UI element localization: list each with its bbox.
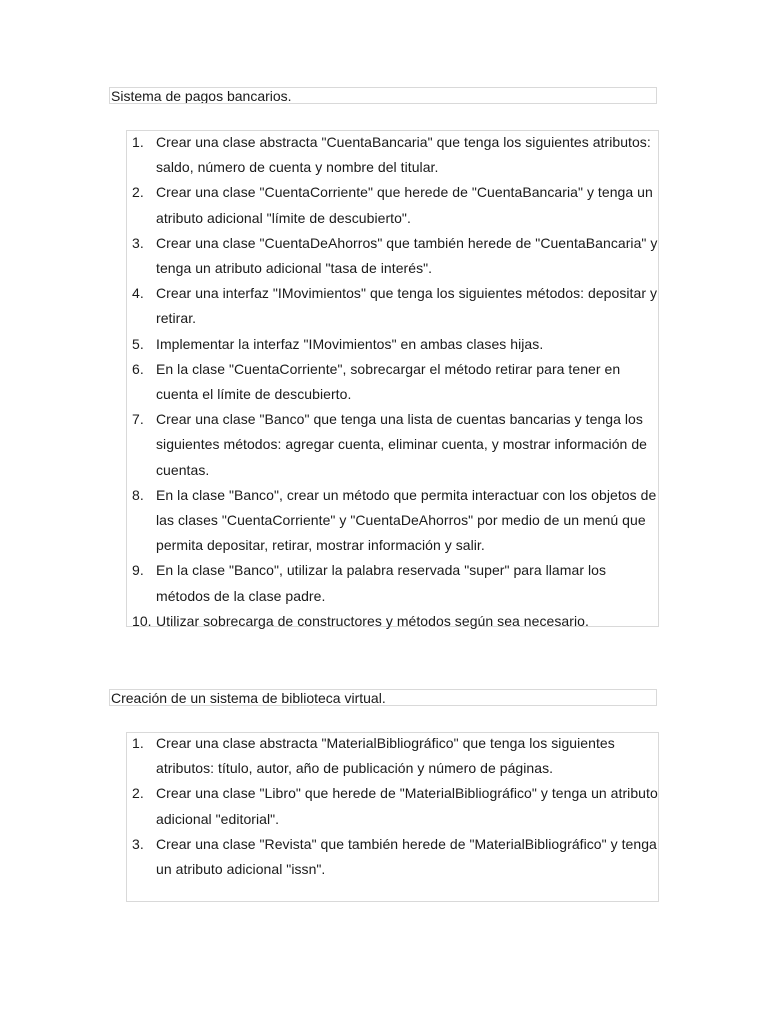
list-item-number: 2. [132, 785, 144, 802]
list-item-number: 7. [132, 411, 144, 428]
list-item-text: Utilizar sobrecarga de constructores y métodos según sea necesario. [156, 612, 589, 629]
list-item-number: 8. [132, 486, 144, 503]
section-title-biblioteca-virtual: Creación de un sistema de biblioteca virtual. [109, 689, 657, 706]
list-item [127, 130, 658, 180]
ordered-list [127, 130, 658, 634]
task-list-biblioteca-virtual [126, 732, 659, 902]
list-item-text: Crear una clase "Banco" que tenga una lista de cuentas bancarias y tenga los siguientes métodos: agregar cuenta, eliminar cuenta, y mostrar información de cuentas. [156, 411, 647, 478]
list-item [127, 357, 658, 407]
list-item [127, 281, 658, 331]
list-item [127, 781, 658, 831]
list-item-number: 3. [132, 835, 144, 852]
list-item-number: 5. [132, 335, 144, 352]
list-item-number: 3. [132, 234, 144, 251]
list-item-number: 1. [132, 735, 144, 751]
list-item-text: En la clase "Banco", crear un método que permita interactuar con los objetos de las clases "CuentaCorriente" y "CuentaDeAhorros" por medio de un menú que permita depositar, retirar, mostrar información y salir. [156, 486, 657, 554]
list-item-number: 1. [132, 134, 144, 150]
list-item [127, 832, 658, 882]
list-item-number: 2. [132, 184, 144, 201]
list-item [127, 558, 658, 608]
list-item-text: Crear una clase "CuentaDeAhorros" que también herede de "CuentaBancaria" y tenga un atributo adicional "tasa de interés". [156, 234, 658, 277]
list-item-text: Crear una clase "Revista" que también herede de "MaterialBibliográfico" y tenga un atributo adicional "issn". [156, 835, 657, 878]
list-item-number: 10. [132, 612, 152, 629]
list-item-text: Crear una clase abstracta "CuentaBancaria" que tenga los siguientes atributos: saldo, número de cuenta y nombre del titular. [156, 134, 651, 176]
list-item-text: Crear una clase abstracta "MaterialBibliográfico" que tenga los siguientes atributos: título, autor, año de publicación y número de páginas. [156, 735, 615, 777]
section-title-pagos-bancarios: Sistema de pagos bancarios. [109, 87, 657, 104]
list-item [127, 180, 658, 230]
list-item-text: En la clase "Banco", utilizar la palabra reservada "super" para llamar los métodos de la clase padre. [156, 562, 607, 604]
list-item-text: Implementar la interfaz "IMovimientos" en ambas clases hijas. [156, 335, 544, 352]
ordered-list [127, 731, 658, 882]
list-item-text: Crear una clase "Libro" que herede de "MaterialBibliográfico" y tenga un atributo adicional "editorial". [156, 785, 658, 827]
list-item-text: En la clase "CuentaCorriente", sobrecargar el método retirar para tener en cuenta el límite de descubierto. [156, 360, 621, 403]
list-item [127, 731, 658, 781]
list-item-text: Crear una clase "CuentaCorriente" que herede de "CuentaBancaria" y tenga un atributo adicional "límite de descubierto". [156, 184, 653, 226]
list-item [127, 407, 658, 483]
list-item [127, 483, 658, 559]
list-item [127, 231, 658, 281]
task-list-pagos-bancarios [126, 130, 659, 627]
list-item [127, 609, 658, 634]
list-item-text: Crear una interfaz "IMovimientos" que tenga los siguientes métodos: depositar y retirar. [156, 285, 658, 327]
list-item-number: 6. [132, 360, 144, 377]
list-item [127, 332, 658, 357]
list-item-number: 4. [132, 285, 144, 302]
list-item-number: 9. [132, 562, 144, 579]
